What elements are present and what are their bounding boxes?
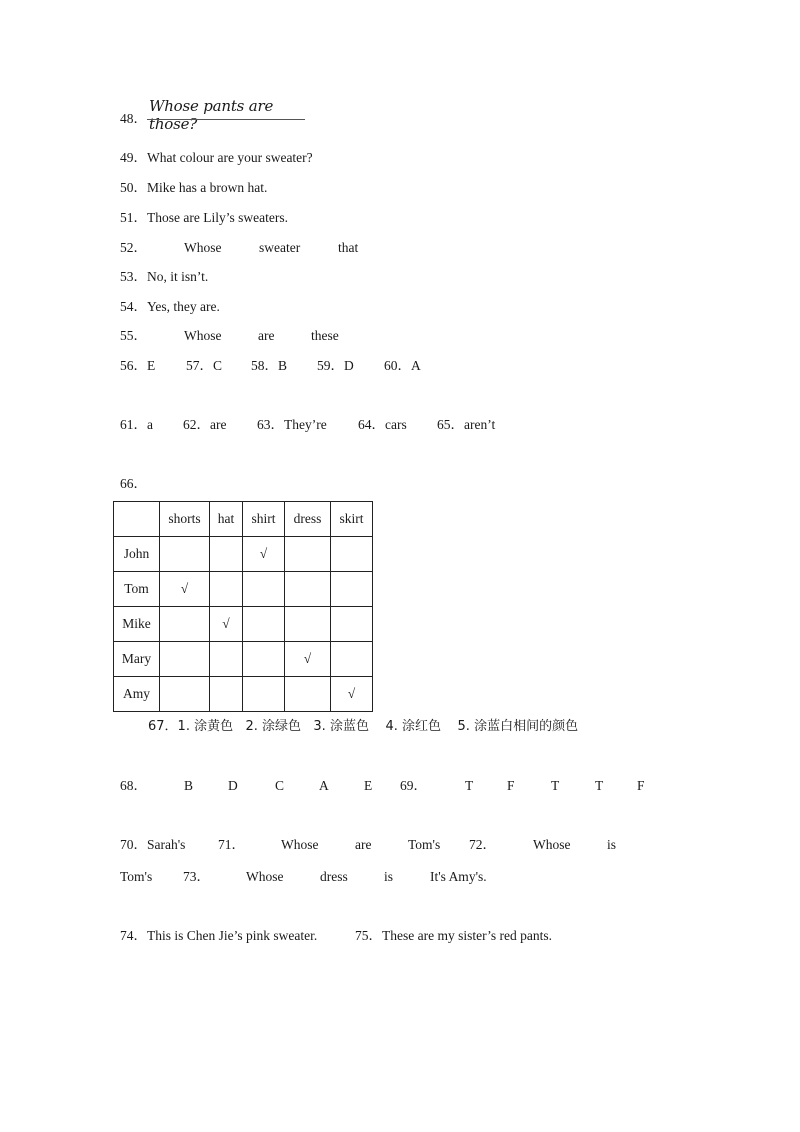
q52-word-2: sweater [259, 240, 301, 255]
table-row [114, 677, 373, 712]
q55-word-2: are [258, 328, 275, 343]
q58-answer: 58．B [251, 358, 288, 373]
table-cell [160, 607, 210, 642]
table-cell [243, 607, 285, 642]
q72-word-3: Tom's [120, 869, 153, 884]
q68-answer-5: E [364, 778, 373, 793]
q69-number: 69． [400, 778, 427, 793]
q69-answer-4: T [595, 778, 604, 793]
q68-answer-3: C [275, 778, 285, 793]
q64-answer: 64．cars [358, 417, 407, 432]
q68-answer-4: A [319, 778, 329, 793]
q62-answer: 62．are [183, 417, 227, 432]
q71-number: 71． [218, 837, 245, 852]
q52-word-3: that [338, 240, 359, 255]
q72-word-2: is [607, 837, 617, 852]
table-cell [210, 572, 243, 607]
q73-word-4: It's Amy's. [430, 869, 487, 884]
q48-number: 48． [120, 111, 147, 126]
q48-underline [147, 119, 305, 120]
table-cell [331, 607, 373, 642]
q61-answer: 61．a [120, 417, 153, 432]
table-cell [210, 677, 243, 712]
q59-answer: 59．D [317, 358, 354, 373]
row-name: Mike [114, 607, 160, 642]
q69-answer-3: T [551, 778, 560, 793]
table-cell [331, 572, 373, 607]
table-cell [331, 642, 373, 677]
q52-word-1: Whose [184, 240, 222, 255]
q73-number: 73． [183, 869, 210, 884]
q71-word-2: are [355, 837, 372, 852]
table-header-cell: shorts [160, 502, 210, 537]
q48-handwritten-answer [147, 96, 305, 133]
q49-answer: 49．What colour are your sweater? [120, 150, 313, 165]
row-name: John [114, 537, 160, 572]
table-row [114, 642, 373, 677]
table-cell [243, 677, 285, 712]
q66-number: 66． [120, 476, 147, 491]
row-name: Mary [114, 642, 160, 677]
q71-word-3: Tom's [408, 837, 441, 852]
q57-answer: 57．C [186, 358, 223, 373]
q68-answer-1: B [184, 778, 194, 793]
row-name: Tom [114, 572, 160, 607]
table-cell [285, 607, 331, 642]
table-cell [285, 572, 331, 607]
q69-answer-2: F [507, 778, 515, 793]
q74-answer: 74．This is Chen Jie’s pink sweater. [120, 928, 318, 943]
table-header-cell: skirt [331, 502, 373, 537]
table-header-cell [114, 502, 160, 537]
q54-answer: 54．Yes, they are. [120, 299, 220, 314]
table-header-cell: hat [210, 502, 243, 537]
q51-answer: 51．Those are Lily’s sweaters. [120, 210, 288, 225]
q67-answer: 67．1. 涂黄色 2. 涂绿色 3. 涂蓝色 4. 涂红色 5. 涂蓝白相间的颜色 [148, 719, 579, 734]
q72-number: 72． [469, 837, 496, 852]
row-name: Amy [114, 677, 160, 712]
table-cell [210, 537, 243, 572]
q69-answer-1: T [465, 778, 474, 793]
q60-answer: 60．A [384, 358, 421, 373]
table-cell [243, 642, 285, 677]
q73-word-3: is [384, 869, 394, 884]
table-header-row [114, 502, 373, 537]
clothing-table [113, 501, 373, 712]
table-cell [160, 677, 210, 712]
q70-answer: 70．Sarah's [120, 837, 186, 852]
table-cell [285, 677, 331, 712]
table-cell [160, 642, 210, 677]
q48-answer-text: Whose pants are those? [149, 97, 274, 133]
table-cell [331, 537, 373, 572]
q55-word-3: these [311, 328, 339, 343]
q68-number: 68． [120, 778, 147, 793]
table-header-cell: dress [285, 502, 331, 537]
q55-number: 55． [120, 328, 147, 343]
q53-answer: 53．No, it isn’t. [120, 269, 209, 284]
table-cell [210, 642, 243, 677]
table-cell [160, 537, 210, 572]
table-row [114, 537, 373, 572]
q56-answer: 56．E [120, 358, 156, 373]
q63-answer: 63．They’re [257, 417, 327, 432]
table-cell: √ [160, 572, 210, 607]
table-header-cell: shirt [243, 502, 285, 537]
table-cell: √ [331, 677, 373, 712]
table-row [114, 607, 373, 642]
q73-word-1: Whose [246, 869, 284, 884]
q73-word-2: dress [320, 869, 348, 884]
q71-word-1: Whose [281, 837, 319, 852]
q69-answer-5: F [637, 778, 645, 793]
table-cell: √ [243, 537, 285, 572]
q68-answer-2: D [228, 778, 238, 793]
q52-number: 52． [120, 240, 147, 255]
table-cell [243, 572, 285, 607]
table-cell: √ [210, 607, 243, 642]
q75-answer: 75．These are my sister’s red pants. [355, 928, 552, 943]
table-cell [285, 537, 331, 572]
q65-answer: 65．aren’t [437, 417, 496, 432]
table-cell: √ [285, 642, 331, 677]
table-row [114, 572, 373, 607]
q55-word-1: Whose [184, 328, 222, 343]
q50-answer: 50．Mike has a brown hat. [120, 180, 268, 195]
q72-word-1: Whose [533, 837, 571, 852]
